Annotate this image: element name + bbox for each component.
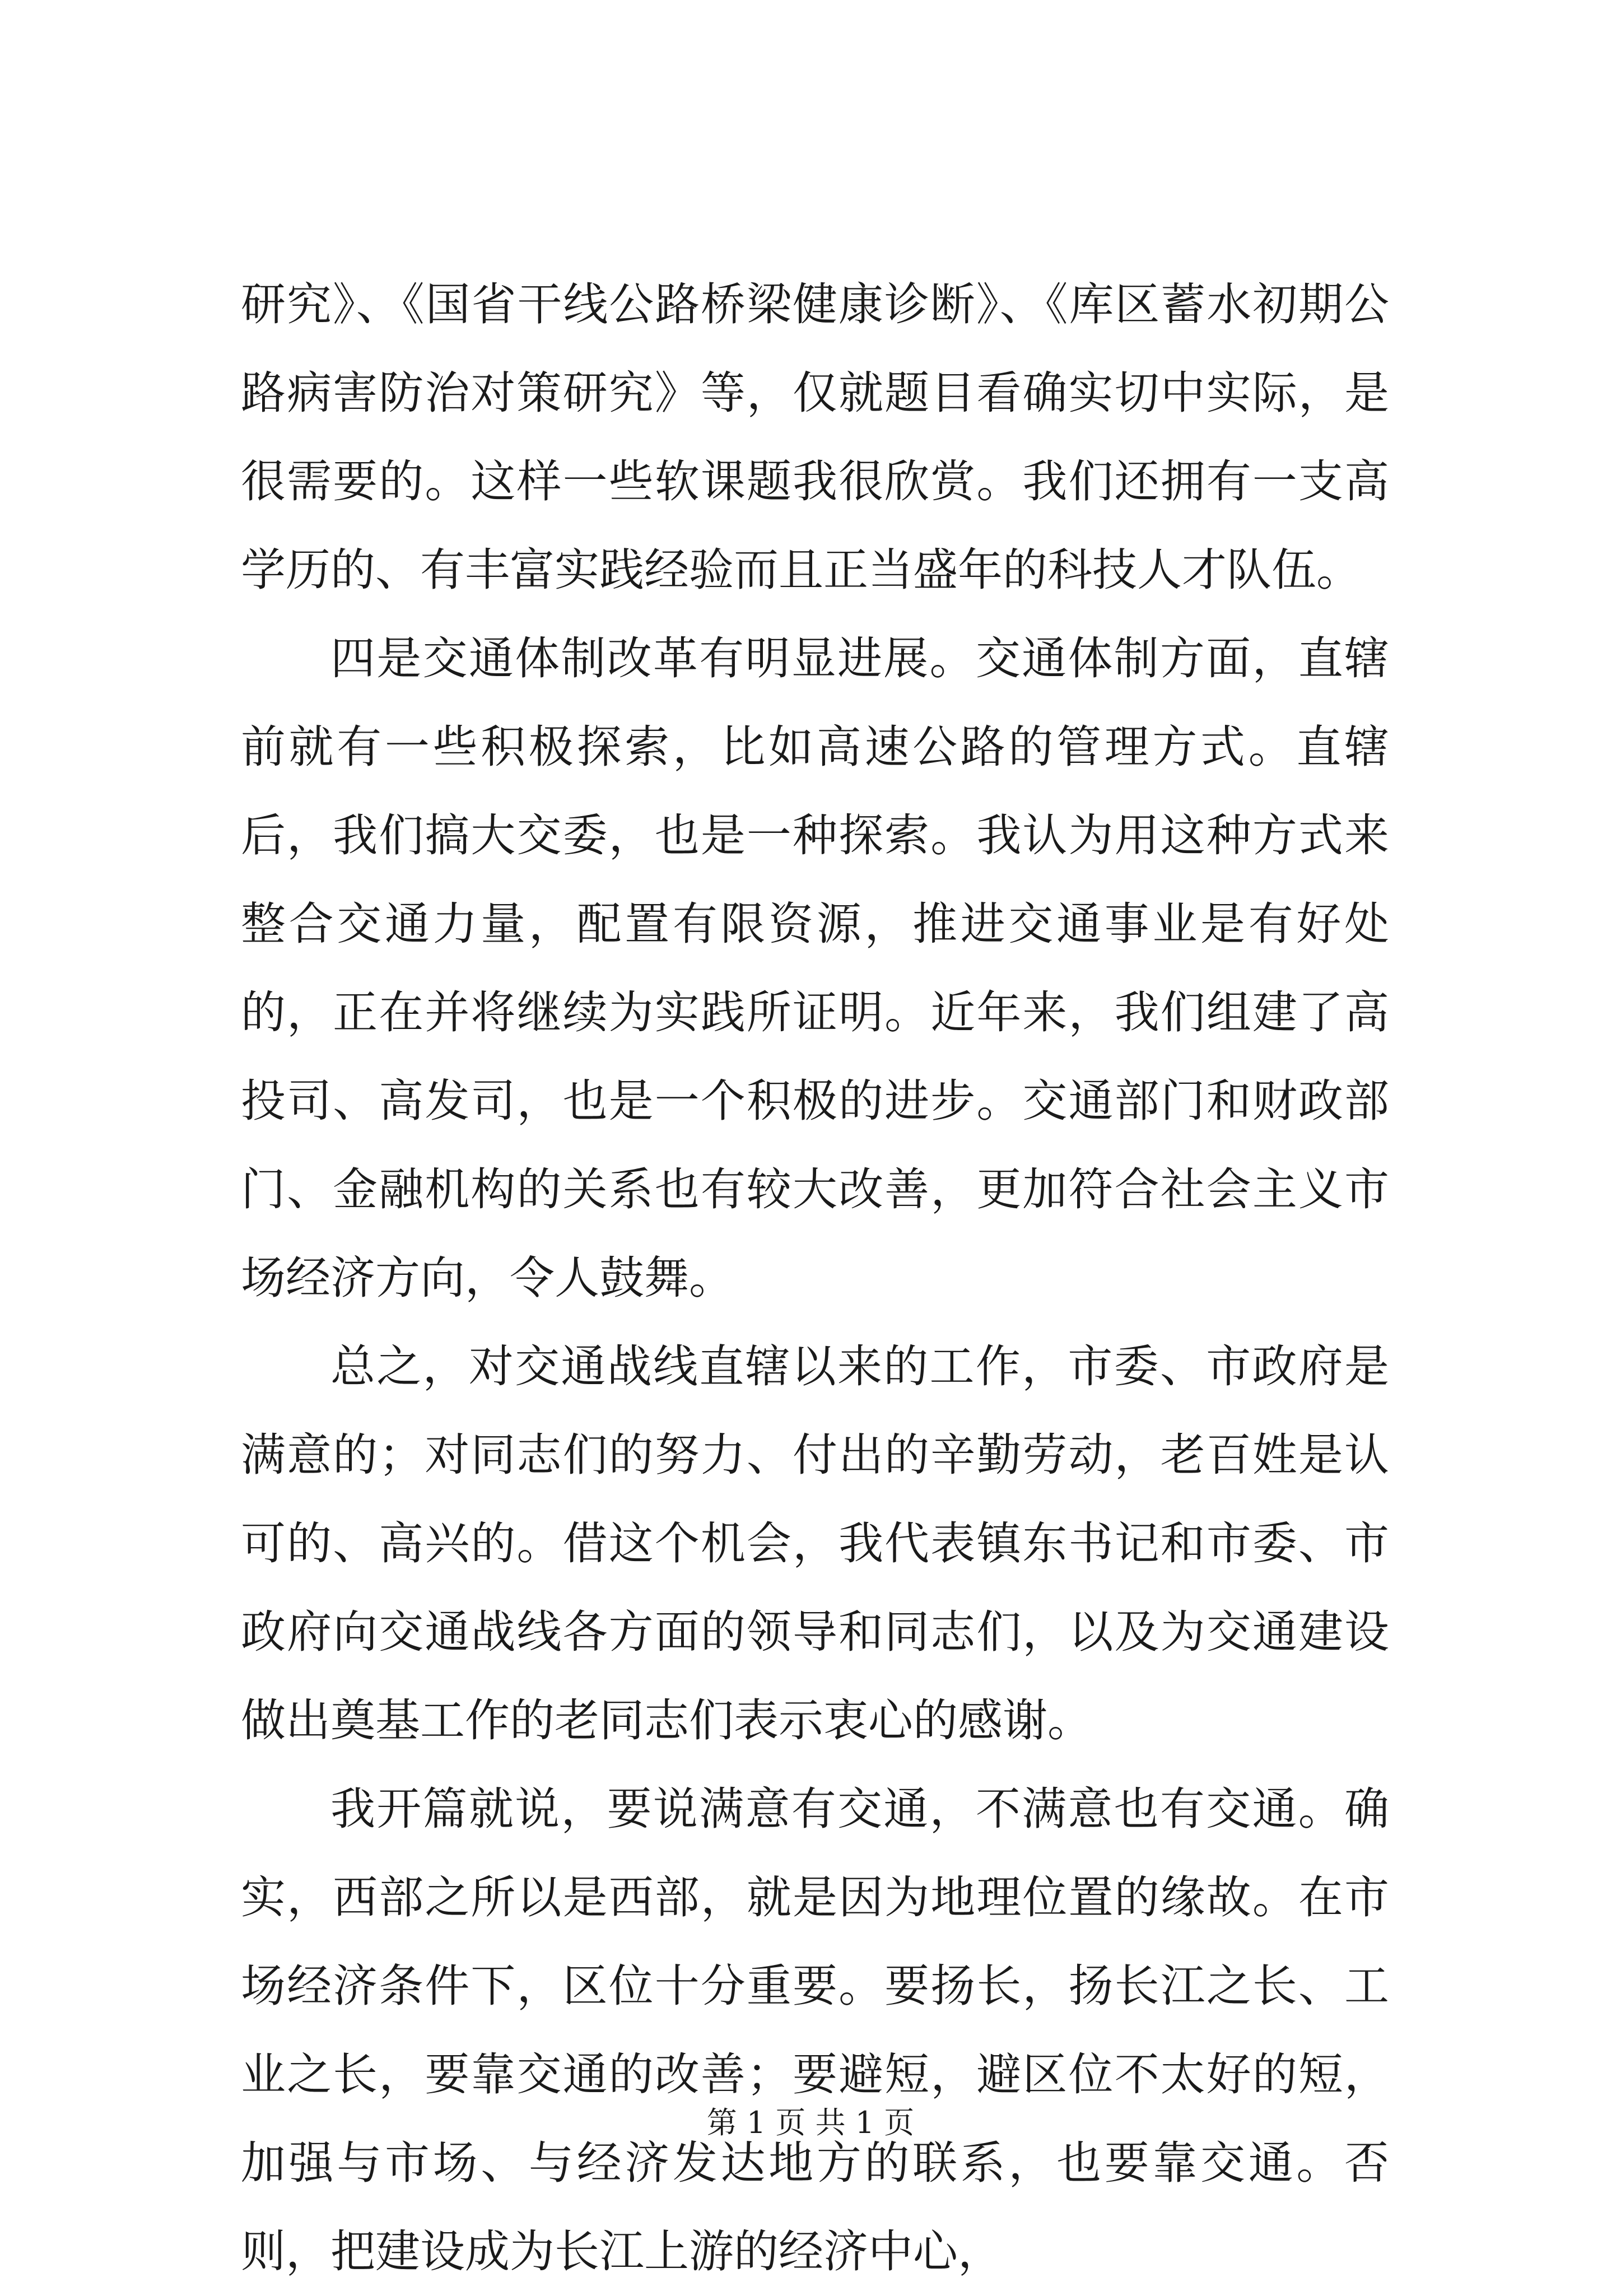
paragraph-transport-importance: 我开篇就说，要说满意有交通，不满意也有交通。确实，西部之所以是西部，就是因为地理位置的缘故。在市场经济条件下，区位十分重要。要扬长，扬长江之长、工业之长，要靠交通的改善；要避短，避区位不太好的短，加强与市场、与经济发达地方的联系，也要靠交通。否则，把建设成为长江上游的经济中心， bbox=[241, 1783, 1389, 2278]
paragraph-reform-progress: 四是交通体制改革有明显进展。交通体制方面，直辖前就有一些积极探索，比如高速公路的管理方式。直辖后，我们搞大交委，也是一种探索。我认为用这种方式来整合交通力量，配置有限资源，推进交通事业是有好处的，正在并将继续为实践所证明。近年来，我们组建了高投司、高发司，也是一个积极的进步。交通部门和财政部门、金融机构的关系也有较大改善，更加符合社会主义市场经济方向，令人鼓舞。 bbox=[241, 632, 1389, 1304]
page-footer: 第 1 页 共 1 页 bbox=[706, 2105, 915, 2140]
paragraph-summary: 总之，对交通战线直辖以来的工作，市委、市政府是满意的；对同志们的努力、付出的辛勤劳动，老百姓是认可的、高兴的。借这个机会，我代表镇东书记和市委、市政府向交通战线各方面的领导和同志们，以及为交通建设做出奠基工作的老同志们表示衷心的感谢。 bbox=[241, 1340, 1389, 1747]
document-body bbox=[241, 260, 1389, 2296]
paragraph-continuation: 研究》、《国省干线公路桥梁健康诊断》、《库区蓄水初期公路病害防治对策研究》等，仅就题目看确实切中实际，是很需要的。这样一些软课题我很欣赏。我们还拥有一支高学历的、有丰富实践经验而且正当盛年的科技人才队伍。 bbox=[241, 278, 1389, 596]
